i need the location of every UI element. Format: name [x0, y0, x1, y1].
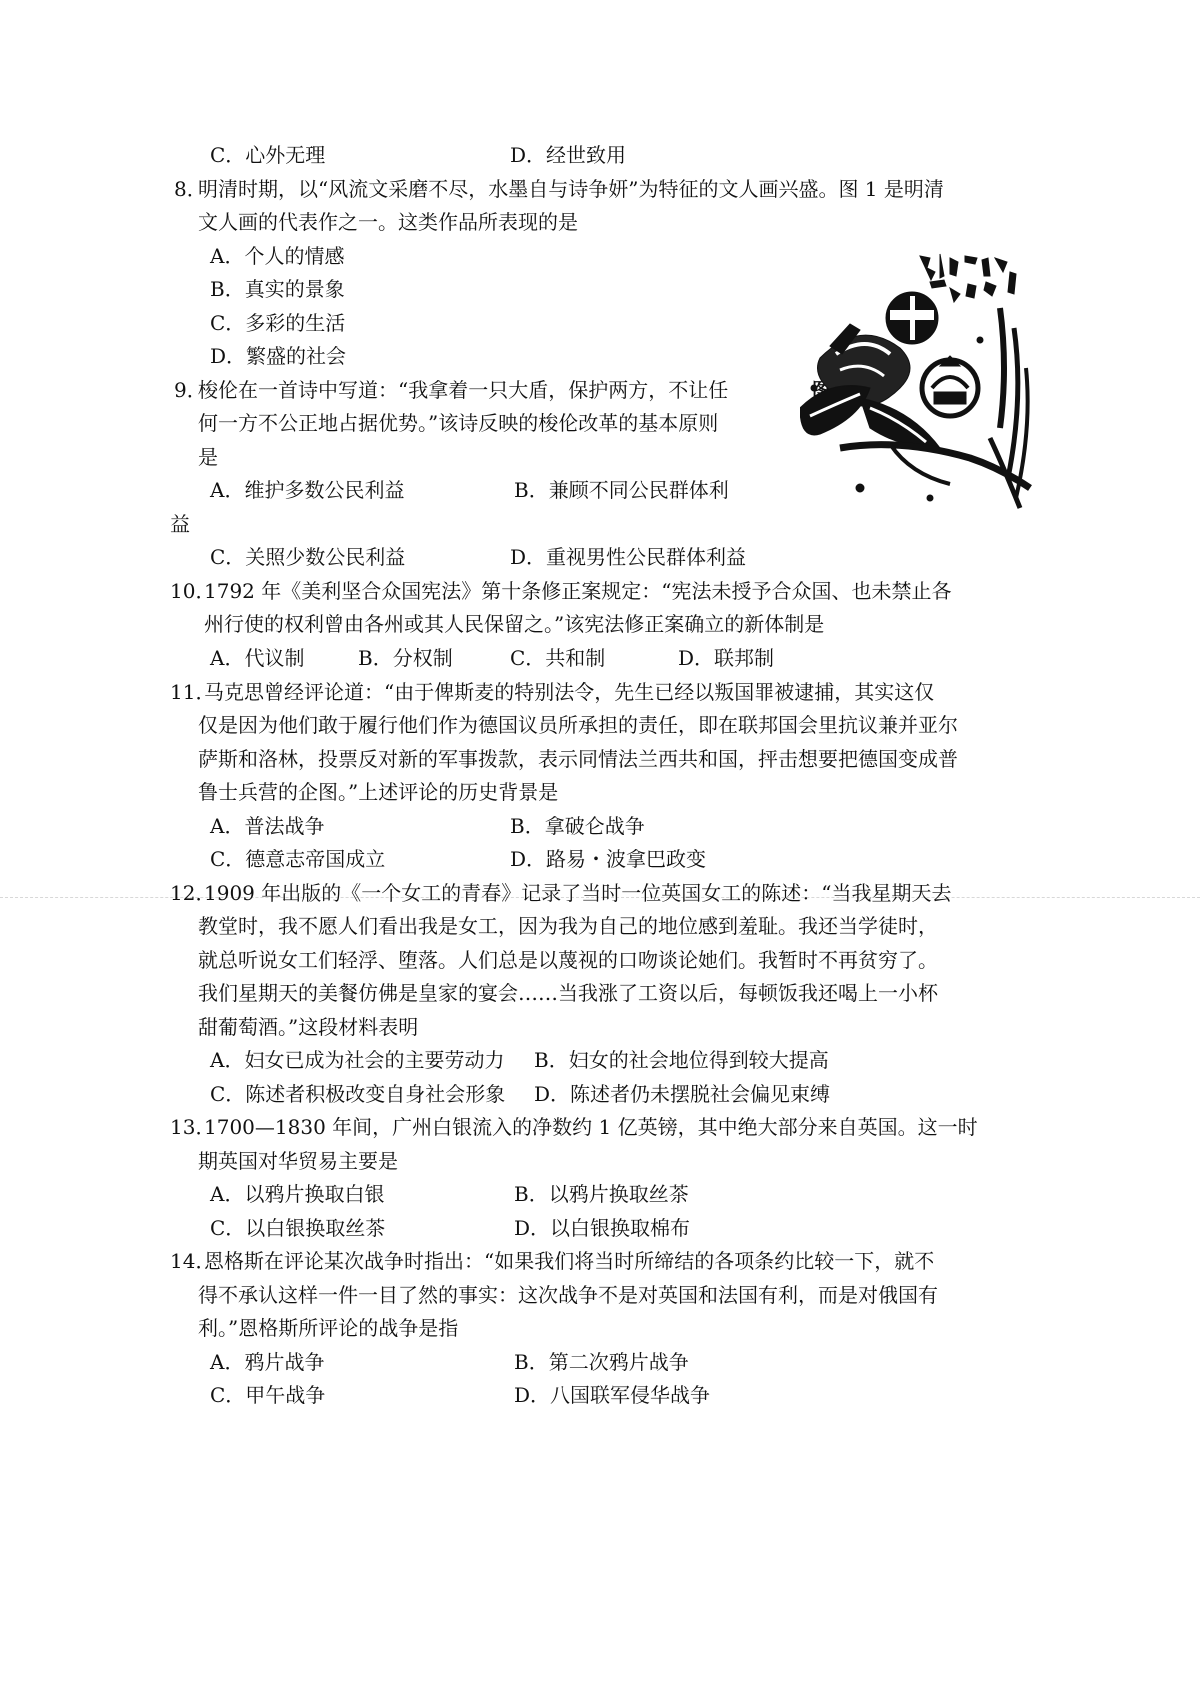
figure-1-ink-painting: [800, 248, 1040, 516]
q12-option-a[interactable]: A．妇女已成为社会的主要劳动力: [210, 1048, 505, 1072]
q14-number: 14．: [170, 1249, 216, 1273]
q13-stem-line2: 期英国对华贸易主要是: [198, 1149, 398, 1173]
q10-stem-line1: 1792 年《美利坚合众国宪法》第十条修正案规定：“宪法未授予合众国、也未禁止各: [204, 579, 952, 603]
q14-option-c[interactable]: C．甲午战争: [210, 1383, 326, 1407]
q13-option-c[interactable]: C．以白银换取丝茶: [210, 1216, 386, 1240]
q11-option-d[interactable]: D．路易・波拿巴政变: [510, 847, 707, 871]
q12-stem-line3: 就总听说女工们轻浮、堕落。人们总是以蔑视的口吻谈论她们。我暂时不再贫穷了。: [198, 948, 938, 972]
q14-stem-line1: 恩格斯在评论某次战争时指出：“如果我们将当时所缔结的各项条约比较一下，就不: [204, 1249, 935, 1273]
q13-option-b[interactable]: B．以鸦片换取丝茶: [514, 1182, 689, 1206]
q11-option-b[interactable]: B．拿破仑战争: [510, 814, 645, 838]
q10-option-a[interactable]: A．代议制: [210, 646, 305, 670]
q9-option-c[interactable]: C．关照少数公民利益: [210, 545, 406, 569]
calligraphy-strokes: [920, 254, 1016, 302]
q10-option-c[interactable]: C．共和制: [510, 646, 606, 670]
q14-option-a[interactable]: A．鸦片战争: [210, 1350, 325, 1374]
q9-option-b[interactable]: B．兼顾不同公民群体利: [514, 478, 729, 502]
q8-option-a[interactable]: A．个人的情感: [210, 244, 345, 268]
q9-stem-line1: 梭伦在一首诗中写道：“我拿着一只大盾，保护两方，不让任: [198, 378, 729, 402]
q11-stem-line1: 马克思曾经评论道：“由于俾斯麦的特别法令，先生已经以叛国罪被逮捕，其实这仅: [204, 680, 935, 704]
q14-option-d[interactable]: D．八国联军侵华战争: [514, 1383, 711, 1407]
q10-option-b[interactable]: B．分权制: [358, 646, 453, 670]
q13-number: 13．: [170, 1115, 216, 1139]
q14-stem-line2: 得不承认这样一件一目了然的事实：这次战争不是对英国和法国有利，而是对俄国有: [198, 1283, 938, 1307]
q7-option-c[interactable]: C．心外无理: [210, 143, 326, 167]
q12-option-b[interactable]: B．妇女的社会地位得到较大提高: [534, 1048, 829, 1072]
q12-stem-line1: 1909 年出版的《一个女工的青春》记录了当时一位英国女工的陈述：“当我星期天去: [204, 881, 952, 905]
q11-stem-line3: 萨斯和洛林，投票反对新的军事拨款，表示同情法兰西共和国，抨击想要把德国变成普: [198, 747, 958, 771]
q12-number: 12．: [170, 881, 216, 905]
q11-number: 11．: [170, 680, 216, 704]
q10-number: 10．: [170, 579, 216, 603]
q8-option-d[interactable]: D．繁盛的社会: [210, 344, 347, 368]
q12-stem-line5: 甜葡萄酒。”这段材料表明: [198, 1015, 419, 1039]
q14-option-b[interactable]: B．第二次鸦片战争: [514, 1350, 689, 1374]
q8-stem-line1: 明清时期，以“风流文采磨不尽，水墨自与诗争妍”为特征的文人画兴盛。图 1 是明清: [198, 177, 944, 201]
q8-option-c[interactable]: C．多彩的生活: [210, 311, 346, 335]
q9-option-b-wrap: 益: [170, 512, 190, 536]
q12-stem-line2: 教堂时，我不愿人们看出我是女工，因为我为自己的地位感到羞耻。我还当学徒时，: [198, 914, 938, 938]
q13-option-a[interactable]: A．以鸦片换取白银: [210, 1182, 385, 1206]
q11-stem-line4: 鲁士兵营的企图。”上述评论的历史背景是: [198, 780, 559, 804]
q10-option-d[interactable]: D．联邦制: [678, 646, 775, 670]
q7-option-d[interactable]: D．经世致用: [510, 143, 627, 167]
q13-option-d[interactable]: D．以白银换取棉布: [514, 1216, 691, 1240]
q9-stem-line3: 是: [198, 445, 218, 469]
q13-stem-line1: 1700—1830 年间，广州白银流入的净数约 1 亿英镑，其中绝大部分来自英国。这一时: [204, 1115, 978, 1139]
q9-number: 9．: [174, 378, 207, 402]
q14-stem-line3: 利。”恩格斯所评论的战争是指: [198, 1316, 459, 1340]
q9-stem-line2: 何一方不公正地占据优势。”该诗反映的梭伦改革的基本原则: [198, 411, 719, 435]
q10-stem-line2: 州行使的权利曾由各州或其人民保留之。”该宪法修正案确立的新体制是: [204, 612, 825, 636]
q11-stem-line2: 仅是因为他们敢于履行他们作为德国议员所承担的责任，即在联邦国会里抗议兼并亚尔: [198, 713, 958, 737]
q9-option-d[interactable]: D．重视男性公民群体利益: [510, 545, 747, 569]
q12-option-d[interactable]: D．陈述者仍未摆脱社会偏见束缚: [534, 1082, 831, 1106]
q8-number: 8．: [174, 177, 207, 201]
q9-option-a[interactable]: A．维护多数公民利益: [210, 478, 405, 502]
q8-stem-line2: 文人画的代表作之一。这类作品所表现的是: [198, 210, 578, 234]
q11-option-c[interactable]: C．德意志帝国成立: [210, 847, 386, 871]
q11-option-a[interactable]: A．普法战争: [210, 814, 325, 838]
q12-stem-line4: 我们星期天的美餐仿佛是皇家的宴会……当我涨了工资以后，每顿饭我还喝上一小杯: [198, 981, 938, 1005]
q8-option-b[interactable]: B．真实的景象: [210, 277, 345, 301]
q12-option-c[interactable]: C．陈述者积极改变自身社会形象: [210, 1082, 506, 1106]
